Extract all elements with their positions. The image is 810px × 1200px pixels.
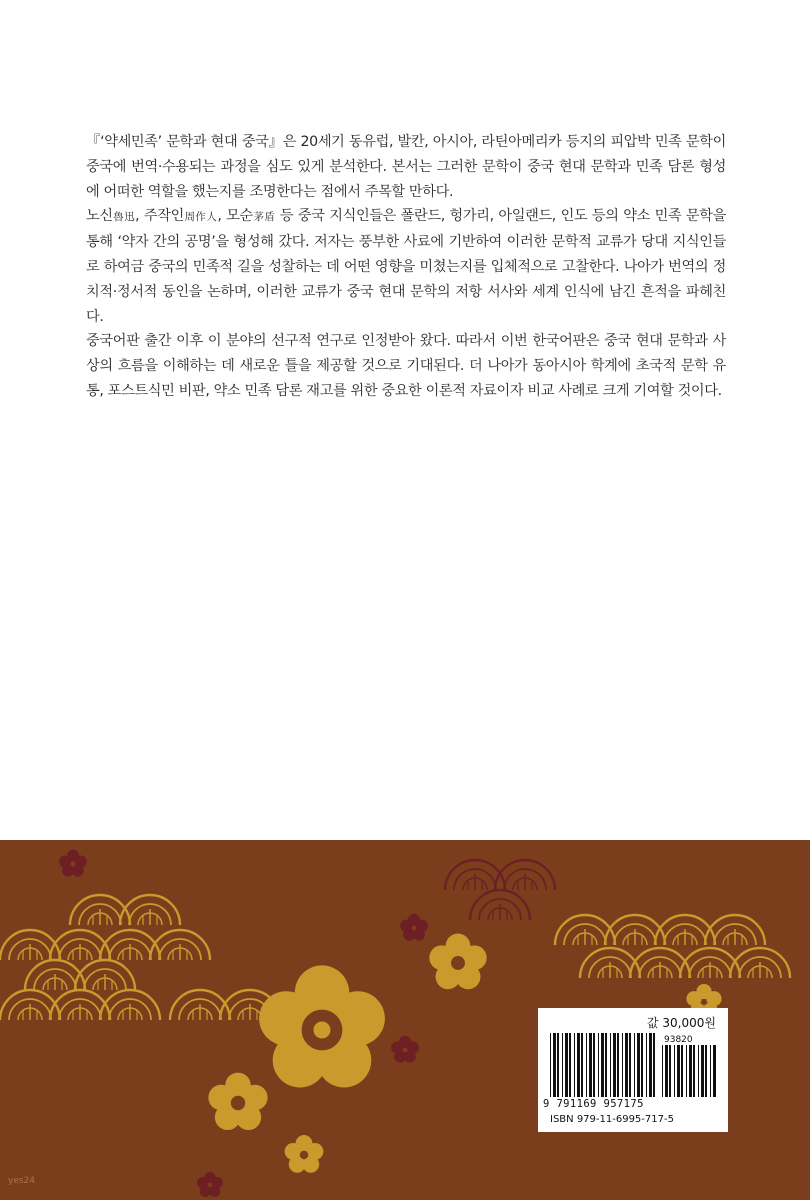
author-name-3: 모순 [226,208,253,225]
barcode-panel [538,1008,728,1132]
ean-digits: 9 791169 957175 [543,1098,644,1110]
author-cjk-1: 魯迅 [112,211,136,224]
author-cjk-2: 周作人 [184,211,218,224]
paragraph-3: 중국어판 출간 이후 이 분야의 선구적 연구로 인정받아 왔다. 따라서 이번 한국어판은 중국 현대 문학과 사상의 흐름을 이해하는 데 새로운 틀을 제공할 것으로 기대된다. 더 나아가 동아시아 학계에 초국적 문학 유통, 포스트식민 비판, 약소 민족 담론 재고를 위한 중요한 이론적 자료이자 비교 사례로 크게 기여할 것이다. [86,333,726,399]
isbn-label: ISBN 979-11-6995-717-5 [550,1114,674,1125]
plum-blossom-icon [400,914,428,941]
plum-blossom-icon [391,1036,419,1063]
plum-blossom-icon [197,1172,223,1197]
plum-blossom-icon [59,850,87,877]
plum-blossom-icon [259,965,385,1087]
ean-barcode [550,1033,658,1097]
cloud-wave-icon [445,860,555,920]
cloud-wave-icon [0,895,280,1020]
plum-blossom-icon [208,1073,267,1130]
cloud-wave-icon [555,915,790,978]
plum-blossom-icon [285,1135,324,1173]
paragraph-2 [86,204,726,329]
addon-code: 93820 [664,1035,693,1045]
author-name-1: 노신 [86,208,113,225]
author-cjk-3: 茅盾 [252,211,276,224]
separator-2: , [217,208,227,225]
price-label: 값 30,000원 [647,1016,716,1030]
addon-barcode [662,1045,718,1097]
paragraph-1: 『‘약세민족’ 문학과 현대 중국』은 20세기 동유럽, 발칸, 아시아, 라틴아메리카 등지의 피압박 민족 문학이 중국에 번역·수용되는 과정을 심도 있게 분석한다. 본서는 그러한 문학이 중국 현대 문학과 민족 담론 형성에 어떠한 역할을 했는지를 조명한다는 점에서 주목할 만하다. [86,134,726,200]
watermark: yes24 [8,1176,36,1186]
paragraph-2-body: 등 중국 지식인들은 폴란드, 헝가리, 아일랜드, 인도 등의 약소 민족 문학을 통해 ‘약자 간의 공명’을 형성해 갔다. 저자는 풍부한 사료에 기반하여 이러한 문학적 교류가 당대 지식인들로 하여금 중국의 민족적 길을 성찰하는 데 어떤 영향을 미쳤는지를 입체적으로 고찰한다. 나아가 번역의 정치적·정서적 동인을 논하며, 이러한 교류가 중국 현대 문학의 저항 서사와 세계 인식에 남긴 흔적을 파헤친다. [86,208,726,325]
author-name-2: 주작인 [143,208,184,225]
plum-blossom-icon [429,934,486,990]
description-text [86,130,726,404]
separator-1: , [135,208,144,225]
